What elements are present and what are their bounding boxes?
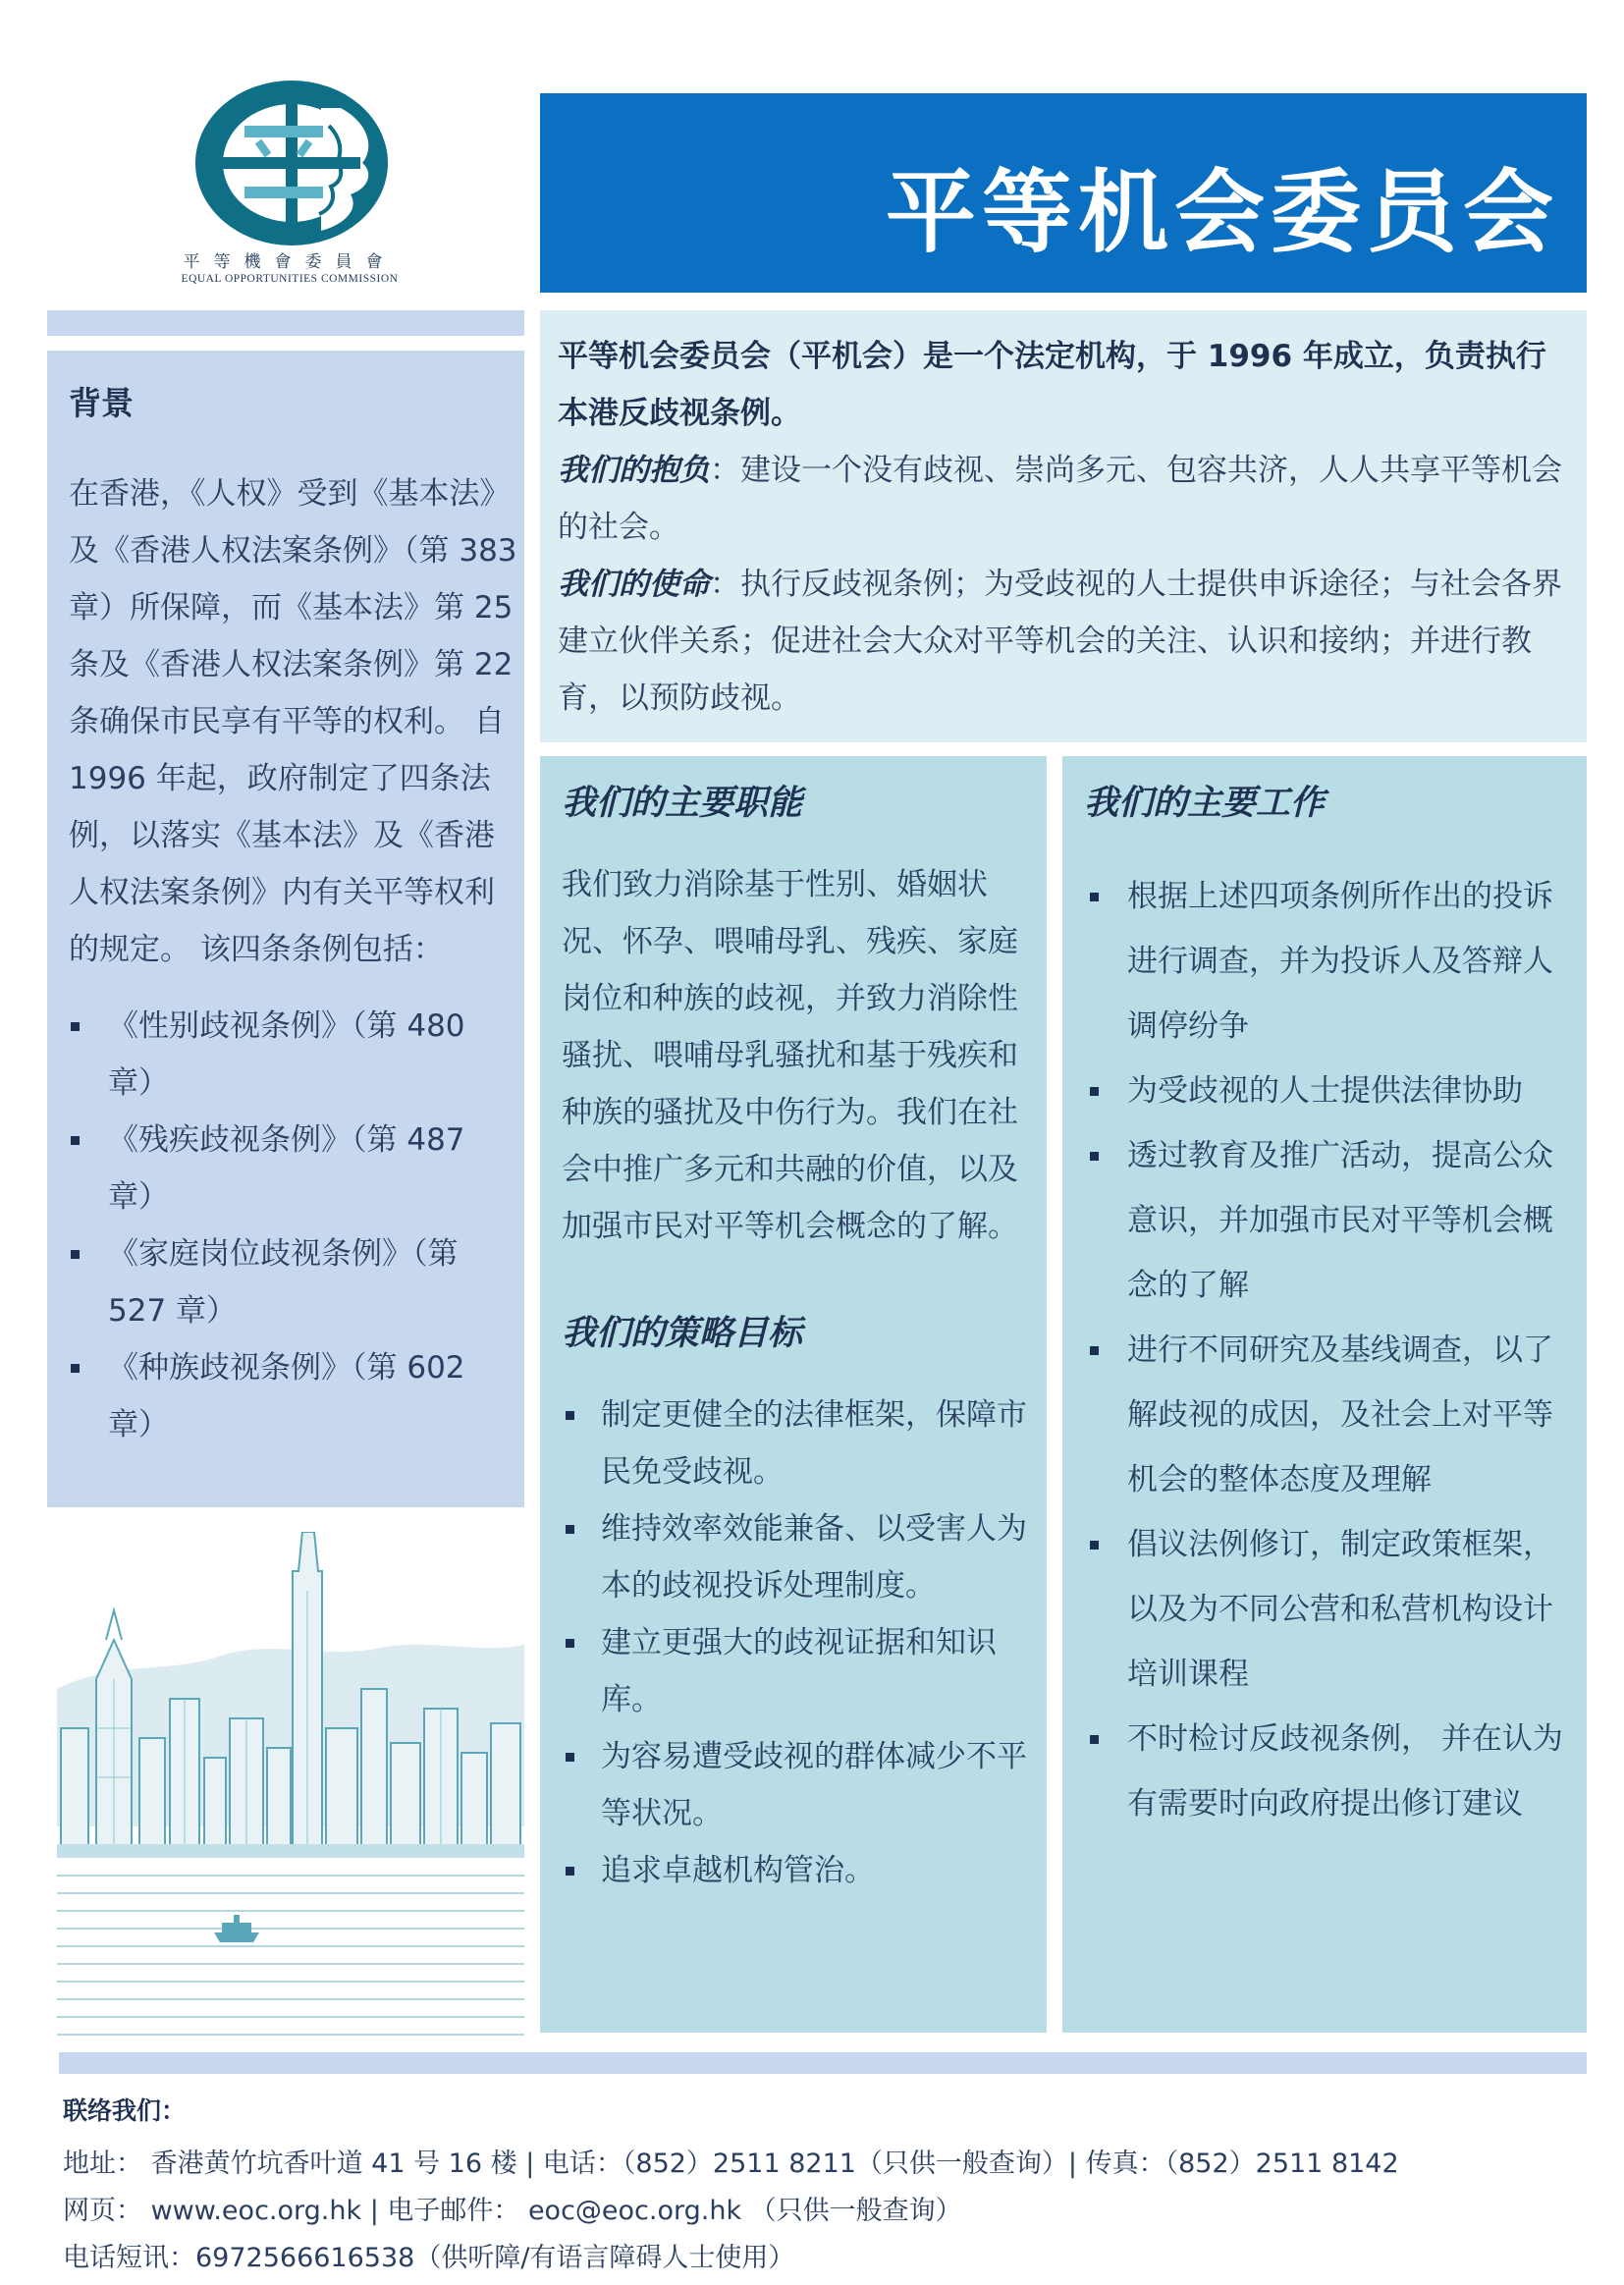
work-list	[1084, 864, 1569, 1836]
mission-paragraph	[558, 556, 1567, 727]
ordinance-item: 《性别歧视条例》（第 480 章）	[69, 998, 518, 1112]
background-heading: 背景	[69, 384, 134, 422]
functions-heading: 我们的主要职能	[562, 784, 803, 823]
logo-chinese-name: 平等機會委員會	[183, 252, 397, 272]
strategy-list	[562, 1387, 1033, 1899]
contact-sms-line: 电话短讯：6972566616538（供听障/有语言障碍人士使用）	[63, 2243, 795, 2273]
strategy-item: 为容易遭受歧视的群体减少不平等状况。	[562, 1728, 1033, 1842]
work-item: 为受歧视的人士提供法律协助	[1084, 1059, 1569, 1123]
work-heading: 我们的主要工作	[1084, 784, 1326, 823]
ordinance-list	[69, 998, 518, 1453]
contact-address-line: 地址： 香港黄竹坑香叶道 41 号 16 楼 | 电话：（852）2511 8211（只供一般查询）| 传真：（852）2511 8142	[63, 2149, 1399, 2179]
ordinance-item: 《残疾歧视条例》（第 487 章）	[69, 1112, 518, 1225]
strategy-item: 制定更健全的法律框架，保障市民免受歧视。	[562, 1387, 1033, 1500]
vision-paragraph	[558, 442, 1567, 556]
functions-text: 我们致力消除基于性别、婚姻状况、怀孕、喂哺母乳、残疾、家庭岗位和种族的歧视，并致力消除性骚扰、喂哺母乳骚扰和基于残疾和种族的骚扰及中伤行为。我们在社会中推广多元和共融的价值，以及加强市民对平等机会概念的了解。	[562, 867, 1018, 1244]
work-item: 透过教育及推广活动，提高公众意识，并加强市民对平等机会概念的了解	[1084, 1123, 1569, 1318]
hong-kong-skyline-illustration	[57, 1532, 524, 2040]
work-item: 根据上述四项条例所作出的投诉进行调查，并为投诉人及答辩人调停纷争	[1084, 864, 1569, 1059]
eoc-logo	[147, 79, 432, 295]
work-item: 进行不同研究及基线调查，以了解歧视的成因，及社会上对平等机会的整体态度及理解	[1084, 1318, 1569, 1512]
ordinance-item: 《家庭岗位歧视条例》（第 527 章）	[69, 1225, 518, 1339]
logo-english-name: EQUAL OPPORTUNITIES COMMISSION	[181, 273, 399, 285]
contact-section	[63, 2092, 1595, 2282]
intro-panel	[540, 310, 1587, 742]
vision-text: ：建设一个没有歧视、崇尚多元、包容共济，人人共享平等机会的社会。	[558, 453, 1562, 545]
title-banner	[540, 93, 1587, 293]
left-decor-strip	[47, 310, 524, 336]
strategy-item: 追求卓越机构管治。	[562, 1842, 1033, 1899]
contact-web-line: 网页： www.eoc.org.hk | 电子邮件： eoc@eoc.org.hk （只供一般查询）	[63, 2196, 962, 2226]
work-item: 不时检讨反歧视条例， 并在认为有需要时向政府提出修订建议	[1084, 1707, 1569, 1836]
strategy-item: 建立更强大的歧视证据和知识库。	[562, 1614, 1033, 1728]
work-item: 倡议法例修订，制定政策框架，以及为不同公营和私营机构设计培训课程	[1084, 1512, 1569, 1707]
functions-panel	[540, 756, 1047, 2033]
ordinance-item: 《种族歧视条例》（第 602 章）	[69, 1339, 518, 1453]
contact-heading: 联络我们：	[63, 2096, 187, 2125]
mission-label: 我们的使命	[558, 567, 710, 602]
page-title: 平等机会委员会	[885, 160, 1559, 265]
footer-divider	[59, 2052, 1587, 2074]
eoc-emblem-icon	[193, 79, 390, 247]
background-panel	[47, 351, 524, 1507]
work-panel	[1062, 756, 1587, 2033]
mission-text: ：执行反歧视条例；为受歧视的人士提供申诉途径；与社会各界建立伙伴关系；促进社会大众对平等机会的关注、认识和接纳；并进行教育，以预防歧视。	[558, 567, 1562, 716]
strategy-item: 维持效率效能兼备、以受害人为本的歧视投诉处理制度。	[562, 1500, 1033, 1614]
intro-lead: 平等机会委员会（平机会）是一个法定机构，于 1996 年成立，负责执行本港反歧视条例。	[558, 339, 1546, 431]
vision-label: 我们的抱负	[558, 453, 710, 488]
strategy-heading: 我们的策略目标	[562, 1314, 803, 1353]
background-paragraph: 在香港，《人权》受到《基本法》及《香港人权法案条例》（第 383 章）所保障，而《基本法》第 25 条及《香港人权法案条例》第 22 条确保市民享有平等的权利。 自 1996 年起，政府制定了四条法例，以落实《基本法》及《香港人权法案条例》内有关平等权利的规定。 该四条条例包括：	[69, 476, 517, 967]
